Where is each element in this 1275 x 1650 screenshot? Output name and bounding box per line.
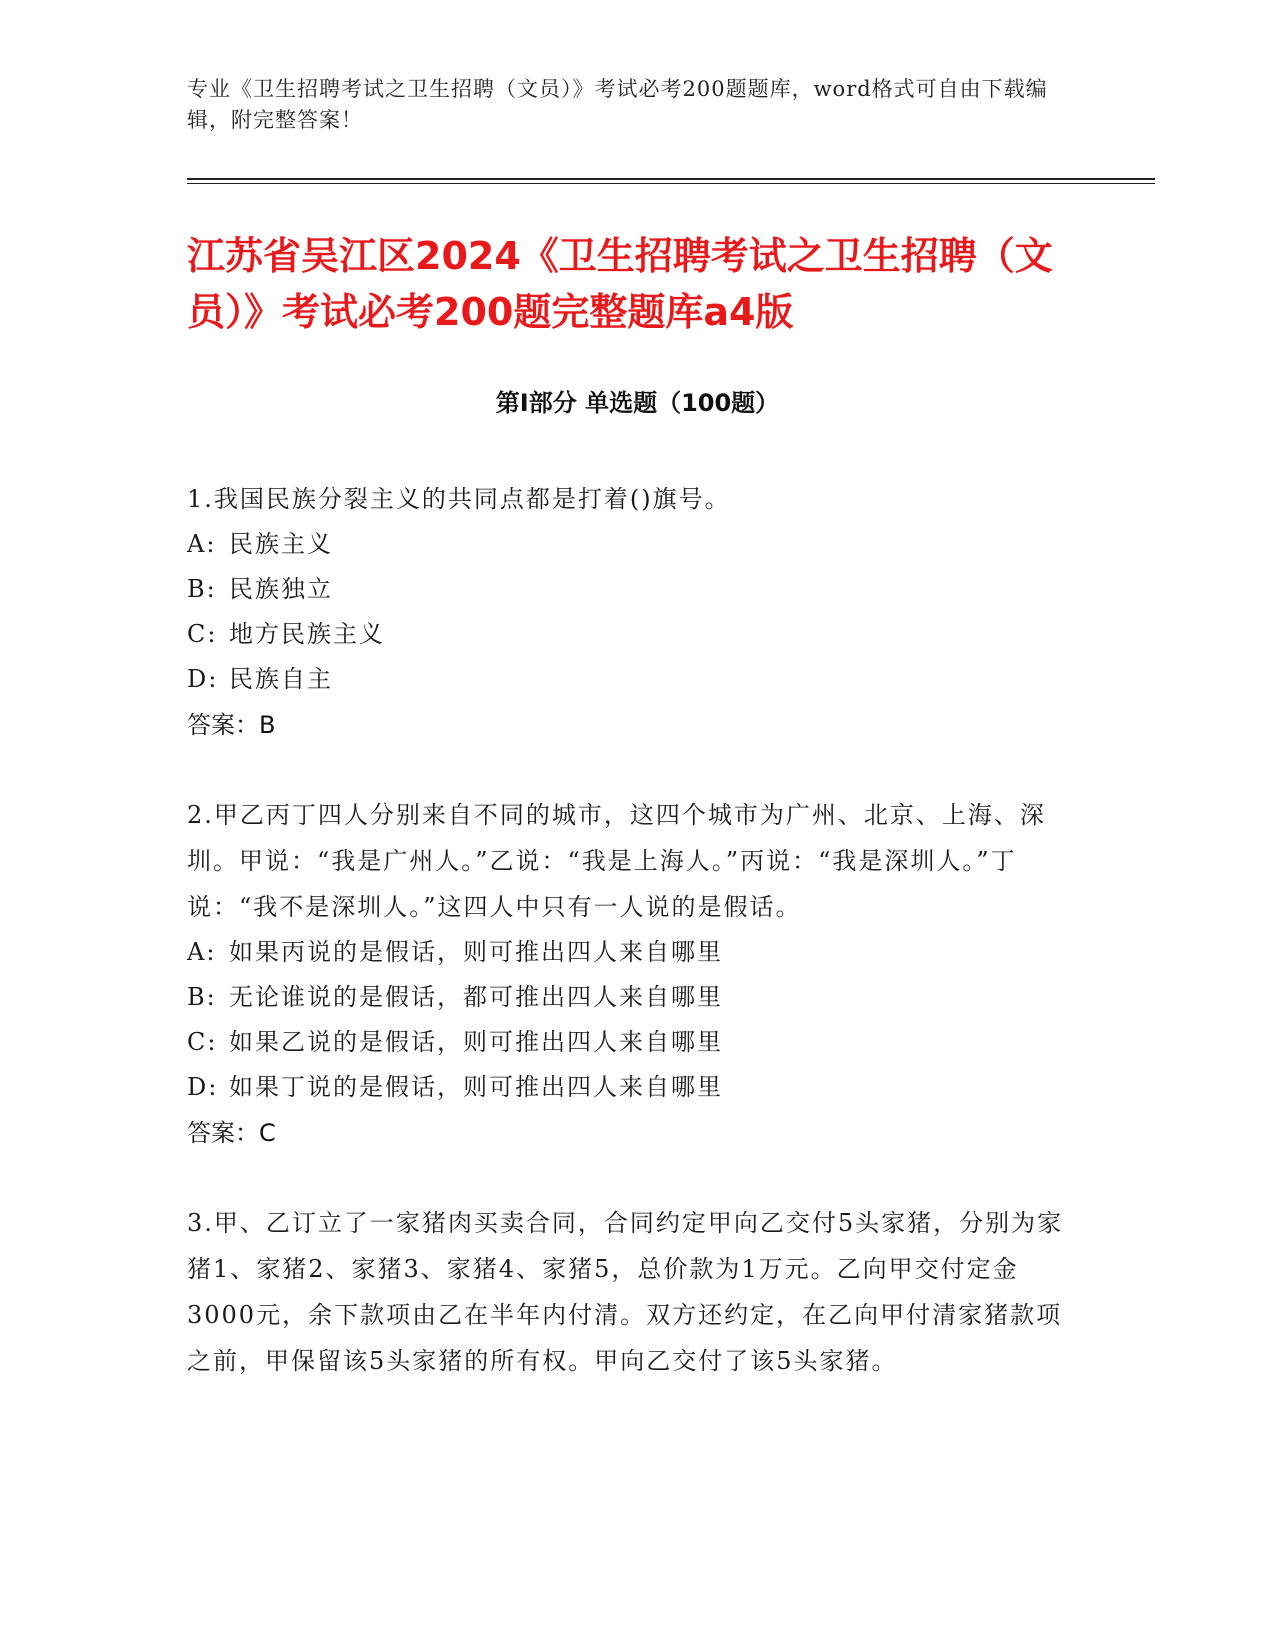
option-text: 民族主义	[229, 530, 333, 558]
question-3	[187, 1200, 1067, 1384]
header-note: 专业《卫生招聘考试之卫生招聘（文员）》考试必考200题题库，word格式可自由下载编辑，附完整答案！	[187, 77, 1048, 132]
question-stem: 3.甲、乙订立了一家猪肉买卖合同，合同约定甲向乙交付5头家猪，分别为家猪1、家猪2、家猪3、家猪4、家猪5，总价款为1万元。乙向甲交付定金3000元，余下款项由乙在半年内付清。双方还约定，在乙向甲付清家猪款项之前，甲保留该5头家猪的所有权。甲向乙交付了该5头家猪。	[187, 1209, 1064, 1375]
option-a	[187, 930, 1067, 975]
question-stem: 2.甲乙丙丁四人分别来自不同的城市，这四个城市为广州、北京、上海、深圳。甲说：“我是广州人。”乙说：“我是上海人。”丙说：“我是深圳人。”丁说：“我不是深圳人。”这四人中只有一人说的是假话。	[187, 801, 1046, 921]
option-key: C:	[187, 620, 218, 648]
option-key: C:	[187, 1028, 218, 1056]
option-d	[187, 1065, 1067, 1110]
question-2	[187, 792, 1067, 1156]
option-key: D:	[187, 665, 219, 693]
header-rule-thick	[187, 178, 1155, 180]
option-text: 地方民族主义	[229, 620, 385, 648]
option-text: 如果丙说的是假话，则可推出四人来自哪里	[229, 938, 723, 966]
answer-label: 答案：B	[187, 711, 276, 739]
option-b	[187, 567, 1067, 612]
option-text: 无论谁说的是假话，都可推出四人来自哪里	[229, 983, 723, 1011]
option-c	[187, 1020, 1067, 1065]
option-key: A:	[187, 530, 217, 558]
question-1	[187, 476, 1067, 748]
option-key: D:	[187, 1073, 219, 1101]
option-b	[187, 975, 1067, 1020]
option-key: B:	[187, 983, 217, 1011]
option-c	[187, 612, 1067, 657]
option-a	[187, 522, 1067, 567]
header-rule-thin	[187, 183, 1155, 184]
option-text: 如果丁说的是假话，则可推出四人来自哪里	[229, 1073, 723, 1101]
option-key: B:	[187, 575, 217, 603]
question-stem: 1.我国民族分裂主义的共同点都是打着()旗号。	[187, 485, 731, 513]
section-title: 第Ⅰ部分 单选题（100题）	[495, 389, 780, 417]
option-d	[187, 657, 1067, 702]
question-list	[187, 476, 1067, 1428]
answer-label: 答案：C	[187, 1119, 276, 1147]
option-text: 民族自主	[229, 665, 333, 693]
option-key: A:	[187, 938, 217, 966]
option-text: 民族独立	[229, 575, 333, 603]
option-text: 如果乙说的是假话，则可推出四人来自哪里	[229, 1028, 723, 1056]
document-title: 江苏省吴江区2024《卫生招聘考试之卫生招聘（文员）》考试必考200题完整题库a4版	[187, 234, 1053, 334]
